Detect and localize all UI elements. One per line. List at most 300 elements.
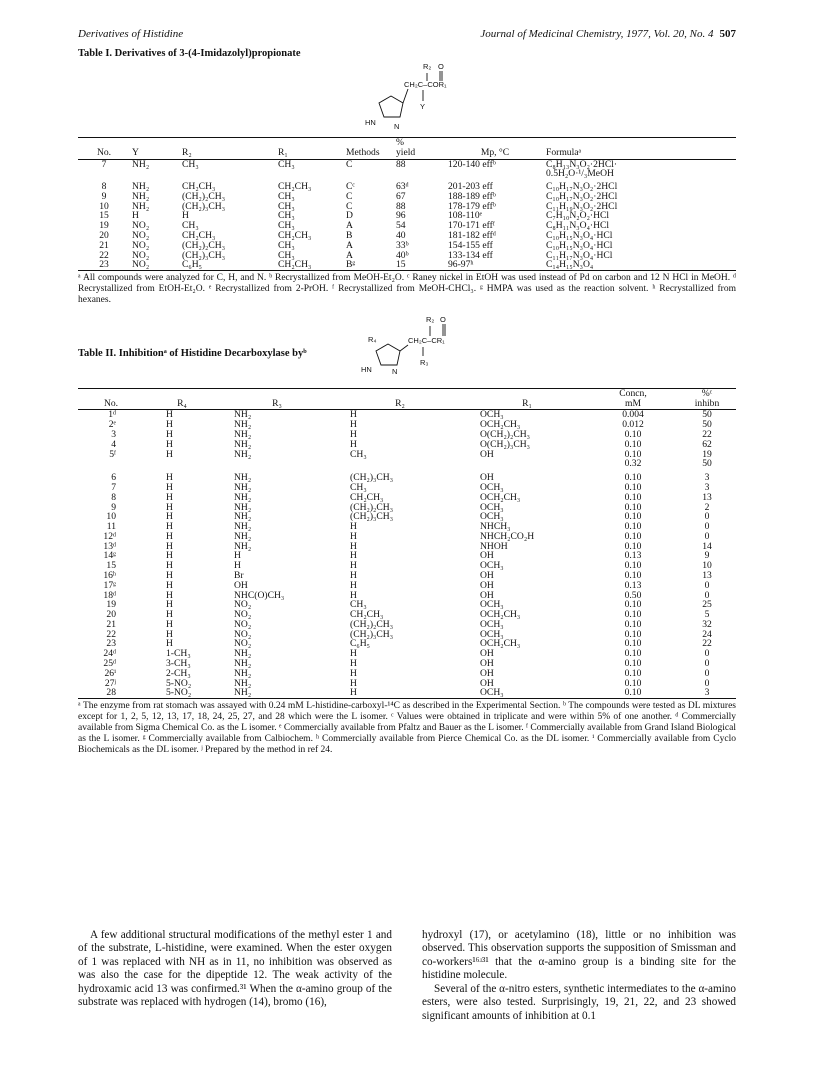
table-cell: 0.10 <box>624 648 642 660</box>
table-cell: 22 <box>702 429 712 441</box>
struct2-r4: R₄ <box>368 334 377 344</box>
table-cell: 24 <box>702 628 712 640</box>
table-cell: 0.10 <box>624 491 642 503</box>
table-cell <box>144 459 220 469</box>
table-cell: 25ᵈ <box>103 658 116 670</box>
table-cell: NH₂ <box>234 667 252 679</box>
table2-body <box>78 410 736 699</box>
table-cell: CH₃ <box>278 239 295 251</box>
table-cell: 22 <box>702 638 712 650</box>
table-cell: 2-CH₃ <box>166 667 191 679</box>
table-cell: NH₂ <box>132 158 150 170</box>
struct1-o: O <box>438 62 444 71</box>
table-cell: H <box>166 501 173 513</box>
table2-footnotes: ᵃ The enzyme from rat stomach was assayed with 0.24 mM L-histidine-carboxyl-¹⁴C as described in the Experimental Section. ᵇ The compounds were tested as DL mixtures except for 1, 2, 5, 12, 13, 17, 18, 24, 25, 27, and 28 which were the L isomer. ᶜ Values were obtained in triplicate and were within 5% of one another. ᵈ Commercially available from Sigma Chemical Co. as the L isomer. ᵉ Commercially available from Pfaltz and Bauer as the L isomer. ᶠ Commercially available from Grand Island Biological as the L isomer. ᵍ Commercially available from Calbiochem. ʰ Commercially available from Pierce Chemical Co. as the DL isomer. ⁱ Commercially available from Cyclo Biochemicals as the DL isomer. ʲ Prepared by the method in ref 24. <box>78 701 736 755</box>
table-cell: 0.10 <box>624 658 642 670</box>
table-cell: CH₂CH₃ <box>278 259 312 271</box>
table-cell: OCH₂CH₃ <box>480 609 521 621</box>
table-cell: (CH₂)₂CH₃ <box>350 501 394 513</box>
table-cell: NO₂ <box>234 609 252 621</box>
table-cell: 62 <box>702 438 712 450</box>
table-cell: A <box>346 249 353 261</box>
table-cell: 0.13 <box>624 550 642 562</box>
struct1-r2: R₂ <box>423 62 432 71</box>
table-cell: H <box>234 550 241 562</box>
table-cell: CH₃ <box>278 210 295 222</box>
table-cell: 154-155 eff <box>448 239 493 251</box>
table-cell: OCH₃ <box>480 618 504 630</box>
table-cell: NO₂ <box>234 638 252 650</box>
table-cell: 0.10 <box>624 511 642 523</box>
table-cell: OCH₃ <box>480 560 504 572</box>
table-cell: B <box>346 230 353 242</box>
table-cell: CH₃ <box>182 220 199 232</box>
table-row <box>78 469 736 483</box>
table-cell: OH <box>480 648 494 660</box>
table-cell: NH₂ <box>132 190 150 202</box>
table-cell: H <box>166 638 173 650</box>
table-cell: 26ⁱ <box>104 667 116 679</box>
table-cell: OH <box>480 667 494 679</box>
table-cell: NHC(O)CH₃ <box>234 589 285 601</box>
table-cell: OH <box>480 569 494 581</box>
table-cell: NH₂ <box>234 521 252 533</box>
table-cell: OCH₃ <box>480 501 504 513</box>
table-cell: 12ᵈ <box>103 530 116 542</box>
table-cell: 3 <box>111 429 116 441</box>
table-cell: 10 <box>702 560 712 572</box>
table-cell: H <box>166 481 173 493</box>
table-cell: NH₂ <box>234 540 252 552</box>
table-cell: NH₂ <box>132 200 150 212</box>
running-head-left: Derivatives of Histidine <box>78 28 184 40</box>
table-cell: 6 <box>111 472 116 484</box>
table-cell: 32 <box>702 618 712 630</box>
table-cell: H <box>350 438 357 450</box>
table-cell: CH₃ <box>278 220 295 232</box>
table-cell: 5-NO₂ <box>166 687 192 699</box>
table-cell: H <box>166 618 173 630</box>
running-head-right <box>480 28 736 40</box>
table-cell: NO₂ <box>132 259 150 271</box>
table-cell: NH₂ <box>234 511 252 523</box>
table-cell: OCH₃ <box>480 687 504 699</box>
t2-col-inhibn: %ᶜ inhibn <box>678 388 736 410</box>
table-cell: H <box>182 210 189 222</box>
table-cell: 4 <box>111 438 116 450</box>
table2-title: Inhibitionᵃ of Histidine Decarboxylase byᵇ <box>118 347 307 359</box>
table-cell: NH₂ <box>234 648 252 660</box>
table-cell: 7 <box>101 158 107 170</box>
table-cell: (CH₂)₃CH₃ <box>182 200 226 212</box>
table-cell: 133-134 eff <box>448 249 493 261</box>
struct2-hn: HN <box>361 364 372 374</box>
table-cell: 108-110ᵉ <box>448 210 483 222</box>
running-head <box>78 28 736 44</box>
table-cell: (CH₂)₂CH₃ <box>350 618 394 630</box>
table-cell: 14 <box>702 540 712 552</box>
table-cell: 9 <box>704 550 710 562</box>
table-cell: 40ᵇ <box>396 249 409 261</box>
table-cell: 1-CH₃ <box>166 648 191 660</box>
table-cell: H <box>166 599 173 611</box>
table-cell: NO₂ <box>234 599 252 611</box>
table-cell: NO₂ <box>234 618 252 630</box>
struct1-y: Y <box>420 102 426 111</box>
table-cell: 9 <box>101 190 107 202</box>
table-row <box>78 459 736 469</box>
table-cell: 0 <box>704 677 710 689</box>
table-cell: CH₃ <box>278 190 295 202</box>
table-cell: NH₂ <box>234 481 252 493</box>
page-number: 507 <box>719 28 736 40</box>
table-cell: OH <box>480 448 494 460</box>
table-cell: C <box>346 190 353 202</box>
table-cell: 19 <box>99 220 109 232</box>
table-cell: A <box>346 239 353 251</box>
table-cell: H <box>166 579 173 591</box>
table-cell: 0.10 <box>624 569 642 581</box>
table-cell: Cᶜ <box>346 181 355 193</box>
table-cell: 0.10 <box>624 667 642 679</box>
body-paragraph-2: hydroxyl (17), or acetylamino (18), little or no inhibition was observed. This observation supports the supposition of Smissman and co-workers¹⁶ʴ³¹ that the α-amino group is a binding site for the histidine molecule. <box>422 929 736 982</box>
table-cell: 17ᵍ <box>103 579 116 591</box>
table-cell: H <box>350 667 357 679</box>
table-cell: 0.10 <box>624 618 642 630</box>
table-cell: C₁₄H₁₅N₃O₄ <box>546 259 594 271</box>
table-cell: H <box>166 540 173 552</box>
table-cell: 188-189 effᵇ <box>448 190 496 202</box>
table-cell: 0.50 <box>624 589 642 601</box>
struct2-chain: CH₂C–CR₁ <box>408 335 445 345</box>
table2 <box>78 388 736 699</box>
table-cell: 13ᵈ <box>103 540 116 552</box>
table-cell: 0.10 <box>624 628 642 640</box>
table-cell: H <box>132 210 139 222</box>
table-cell: 8 <box>101 181 107 193</box>
table-cell: H <box>234 560 241 572</box>
table-cell: 96 <box>396 210 406 222</box>
table-cell: H <box>350 409 357 421</box>
table-cell: D <box>346 210 353 222</box>
table-cell: 2ᵉ <box>108 419 116 431</box>
table-cell: H <box>166 530 173 542</box>
table-cell: H <box>350 589 357 601</box>
journal-citation: Journal of Medicinal Chemistry, 1977, Vol. 20, No. 4 <box>480 28 714 40</box>
table-cell: 9 <box>111 501 116 513</box>
table-cell: H <box>166 511 173 523</box>
struct2-r3: R₃ <box>420 357 429 367</box>
table-cell: 23 <box>99 259 109 271</box>
table-cell: 5-NO₂ <box>166 677 192 689</box>
table-cell: 19 <box>702 448 712 460</box>
table-cell: H <box>350 550 357 562</box>
table-cell: NH₂ <box>132 181 150 193</box>
table-cell: 0.10 <box>624 448 642 460</box>
table-cell: 50 <box>702 419 712 431</box>
t1-col-r1: R₁ <box>276 138 344 160</box>
body-paragraph-3: Several of the α-nitro esters, synthetic intermediates to the α-amino esters, were also tested. Surprisingly, 19, 21, 22, and 23 showed significant amounts of inhibition at 0.1 <box>422 982 736 1022</box>
table2-header <box>78 312 736 388</box>
table-cell: CH₂CH₃ <box>182 230 216 242</box>
table-cell: H <box>350 569 357 581</box>
table1 <box>78 137 736 271</box>
table-cell: 0.10 <box>624 501 642 513</box>
table-cell: 170-171 effᶠ <box>448 220 495 232</box>
body-column-left <box>78 929 392 1010</box>
table-cell: CH₃ <box>278 200 295 212</box>
table-cell: 8 <box>111 491 116 503</box>
table-cell: C <box>346 158 353 170</box>
table-cell: 88 <box>396 200 406 212</box>
table-cell: H <box>166 609 173 621</box>
table-cell: (CH₂)₃CH₃ <box>350 628 394 640</box>
table-cell: H <box>350 560 357 572</box>
table-cell: OH <box>234 579 248 591</box>
table-cell: 0 <box>704 511 710 523</box>
table-cell: 2 <box>704 501 710 513</box>
struct2-n: N <box>392 366 398 376</box>
table-cell: OH <box>480 579 494 591</box>
table1-body <box>78 159 736 271</box>
table-cell: 0 <box>704 667 710 679</box>
table-cell: NH₂ <box>234 687 252 699</box>
table-cell: OH <box>480 677 494 689</box>
table-cell: 18ᵈ <box>103 589 116 601</box>
table-cell: 28 <box>106 687 116 699</box>
table-cell: 0 <box>704 530 710 542</box>
table-cell: 0.10 <box>624 481 642 493</box>
table-cell: OCH₃ <box>480 409 504 421</box>
table1-label: Table I. <box>78 48 113 59</box>
struct1-n: N <box>394 122 400 131</box>
table-cell: NO₂ <box>132 249 150 261</box>
struct2-o: O <box>440 314 446 324</box>
t1-col-mp: Mp, °C <box>446 138 544 160</box>
table-cell: OCH₂CH₃ <box>480 491 521 503</box>
table-cell: (CH₂)₂CH₃ <box>182 239 226 251</box>
table-cell: 15 <box>99 210 109 222</box>
table-cell: 5 <box>704 609 710 621</box>
table-cell: 40 <box>396 230 406 242</box>
table-cell: 3 <box>704 481 710 493</box>
table-cell: 14ᵍ <box>103 550 116 562</box>
table-cell: H <box>350 677 357 689</box>
table-cell: Br <box>234 569 244 581</box>
table-cell: NO₂ <box>132 220 150 232</box>
table-cell: (CH₂)₃CH₃ <box>350 472 394 484</box>
table-cell: H <box>166 429 173 441</box>
table1-footnotes: ᵃ All compounds were analyzed for C, H, and N. ᵇ Recrystallized from MeOH-Et₂O. ᶜ Raney nickel in EtOH was used instead of Pd on carbon and 12 N HCl in MeOH. ᵈ Recrystallized from EtOH-Et₂O. ᵉ Recrystallized from 2-PrOH. ᶠ Recrystallized from MeOH-CHCl₃. ᵍ HMPA was used as the reaction solvent. ʰ Recrystallized from hexanes. <box>78 273 736 305</box>
table-cell: C₆H₅ <box>182 259 203 271</box>
table-cell: H <box>350 429 357 441</box>
table-cell: Bᵍ <box>346 259 356 271</box>
table-cell: 3 <box>704 472 710 484</box>
table-cell: H <box>166 409 173 421</box>
table-cell: OH <box>480 550 494 562</box>
table-row <box>78 179 736 192</box>
table-cell: 0 <box>704 521 710 533</box>
table-row <box>78 202 736 212</box>
table-cell: C₁₁H₁₇N₃O₄·HCl <box>546 249 613 261</box>
table-cell: NHCH₂CO₂H <box>480 530 535 542</box>
table-cell: NHOH <box>480 540 508 552</box>
table-cell: 0.10 <box>624 521 642 533</box>
table-row <box>78 260 736 270</box>
table-cell: 24ᵈ <box>103 648 116 660</box>
t2-col-r3: R₃ <box>220 388 334 410</box>
table-cell: 50 <box>702 409 712 421</box>
table-cell: H <box>166 560 173 572</box>
table-cell: CH₃ <box>350 481 367 493</box>
table-cell: CH₂CH₃ <box>350 491 384 503</box>
table-cell: H <box>350 658 357 670</box>
table-cell: H <box>166 419 173 431</box>
struct1-chain: CH₂C–COR₁ <box>404 80 447 89</box>
table-cell: H <box>166 438 173 450</box>
table-cell: 25 <box>702 599 712 611</box>
table-cell: 11 <box>106 521 116 533</box>
table-cell: NH₂ <box>234 448 252 460</box>
table-cell: 201-203 eff <box>448 181 493 193</box>
table-cell: H <box>166 569 173 581</box>
table-cell: H <box>350 530 357 542</box>
table-cell: NH₂ <box>234 472 252 484</box>
table-cell: 0.10 <box>624 638 642 650</box>
table-cell: 21 <box>106 618 116 630</box>
table-cell: CH₃ <box>182 158 199 170</box>
table-cell: 0.10 <box>624 530 642 542</box>
table-cell: OCH₃ <box>480 599 504 611</box>
table-cell: 10 <box>106 511 116 523</box>
table-cell: 7 <box>111 481 116 493</box>
table-cell: C₁₀H₁₇N₃O₂·2HCl <box>546 181 618 193</box>
table-cell: OCH₃ <box>480 481 504 493</box>
table-cell: 0.10 <box>624 540 642 552</box>
table1-title: Derivatives of 3-(4-Imidazolyl)propionate <box>114 48 301 59</box>
table-cell: A <box>346 220 353 232</box>
table-cell: 20 <box>99 230 109 242</box>
table-cell: 54 <box>396 220 406 232</box>
table-cell: 120-140 effᵇ <box>448 158 496 170</box>
table-cell: 0 <box>704 579 710 591</box>
imidazole-structure-2 <box>78 312 736 388</box>
table-cell: H <box>166 448 173 460</box>
table-cell: CH₃ <box>278 249 295 261</box>
table-cell: 0.13 <box>624 579 642 591</box>
table-cell: 0 <box>704 658 710 670</box>
table-cell: C₈H₁₁N₃O₄·HCl <box>546 220 610 232</box>
t1-col-methods: Methods <box>344 138 394 160</box>
table-cell: 15 <box>106 560 116 572</box>
table-cell: 22 <box>99 249 109 261</box>
t2-col-r1: R₁ <box>466 388 588 410</box>
table-cell: C₇H₁₀N₂O₂·HCl <box>546 210 610 222</box>
table-row <box>78 251 736 261</box>
table-cell: C₁₀H₁₇N₃O₂·2HCl <box>546 190 618 202</box>
table-cell: 16ʰ <box>103 569 116 581</box>
table-cell: O(CH₂)₂CH₃ <box>480 429 531 441</box>
table-cell: C <box>346 200 353 212</box>
t1-col-no: No. <box>78 138 130 160</box>
table-cell: H <box>166 472 173 484</box>
table-cell: 0.10 <box>624 472 642 484</box>
struct2-r2: R₂ <box>426 314 435 324</box>
table-cell: 0.012 <box>622 419 644 431</box>
table-cell: H <box>350 579 357 591</box>
t1-col-formula: Formulaᵃ <box>544 138 736 160</box>
table-cell <box>334 459 466 469</box>
table-row <box>78 688 736 698</box>
table-cell: H <box>166 550 173 562</box>
table-cell: NO₂ <box>132 230 150 242</box>
table-cell: 67 <box>396 190 406 202</box>
table-cell: H <box>166 491 173 503</box>
table-cell: 0 <box>704 648 710 660</box>
table-cell: H <box>350 521 357 533</box>
table-cell: 13 <box>702 569 712 581</box>
table-cell: CH₂CH₃ <box>182 181 216 193</box>
t1-col-r2: R₂ <box>180 138 276 160</box>
table-cell: 181-182 effᵈ <box>448 230 496 242</box>
table-cell: CH₃ <box>278 158 295 170</box>
journal-page <box>78 28 736 756</box>
table-cell: NHCH₃ <box>480 521 511 533</box>
table-cell: (CH₂)₂CH₃ <box>182 190 226 202</box>
t2-col-r2: R₂ <box>334 388 466 410</box>
table-cell: 0.32 <box>624 458 642 470</box>
table-cell: NH₂ <box>234 419 252 431</box>
table-cell: 0.004 <box>622 409 644 421</box>
table-cell: NH₂ <box>234 491 252 503</box>
table-cell: 21 <box>99 239 109 251</box>
table-cell: C₆H₅ <box>350 638 371 650</box>
table-cell: OCH₃ <box>480 628 504 640</box>
table-cell: (CH₂)₃CH₃ <box>350 511 394 523</box>
t1-col-yield: % yield <box>394 138 446 160</box>
struct1-hn: HN <box>365 118 376 127</box>
table-cell: OH <box>480 472 494 484</box>
table-cell: 3-CH₃ <box>166 658 191 670</box>
table-cell: NH₂ <box>234 658 252 670</box>
t2-col-no: No. <box>78 388 144 410</box>
table-row <box>78 159 736 179</box>
table-cell: NO₂ <box>132 239 150 251</box>
table-cell: CH₂CH₃ <box>278 181 312 193</box>
table-row <box>78 221 736 231</box>
table2-label: Table II. <box>78 347 117 359</box>
table-cell: CH₃ <box>350 448 367 460</box>
imidazole-structure-1 <box>78 59 736 137</box>
table-cell: 0 <box>704 589 710 601</box>
table-cell: 178-179 effᵇ <box>448 200 496 212</box>
table-cell: 1ᵈ <box>108 409 116 421</box>
table-cell: H <box>350 648 357 660</box>
table-cell: 0.10 <box>624 438 642 450</box>
table1-structure <box>78 59 736 137</box>
table-cell: 13 <box>702 491 712 503</box>
table-cell: 22 <box>106 628 116 640</box>
t2-col-concn: Concn, mM <box>588 388 678 410</box>
table-cell: 0.10 <box>624 687 642 699</box>
table-cell: C₁₁H₁₉N₃O₂·2HCl <box>546 200 618 212</box>
table-cell: 0.10 <box>624 599 642 611</box>
table-cell: CH₃ <box>350 599 367 611</box>
table-cell: 23 <box>106 638 116 650</box>
t1-col-y: Y <box>130 138 180 160</box>
table-cell: NH₂ <box>234 530 252 542</box>
table-cell: H <box>166 521 173 533</box>
